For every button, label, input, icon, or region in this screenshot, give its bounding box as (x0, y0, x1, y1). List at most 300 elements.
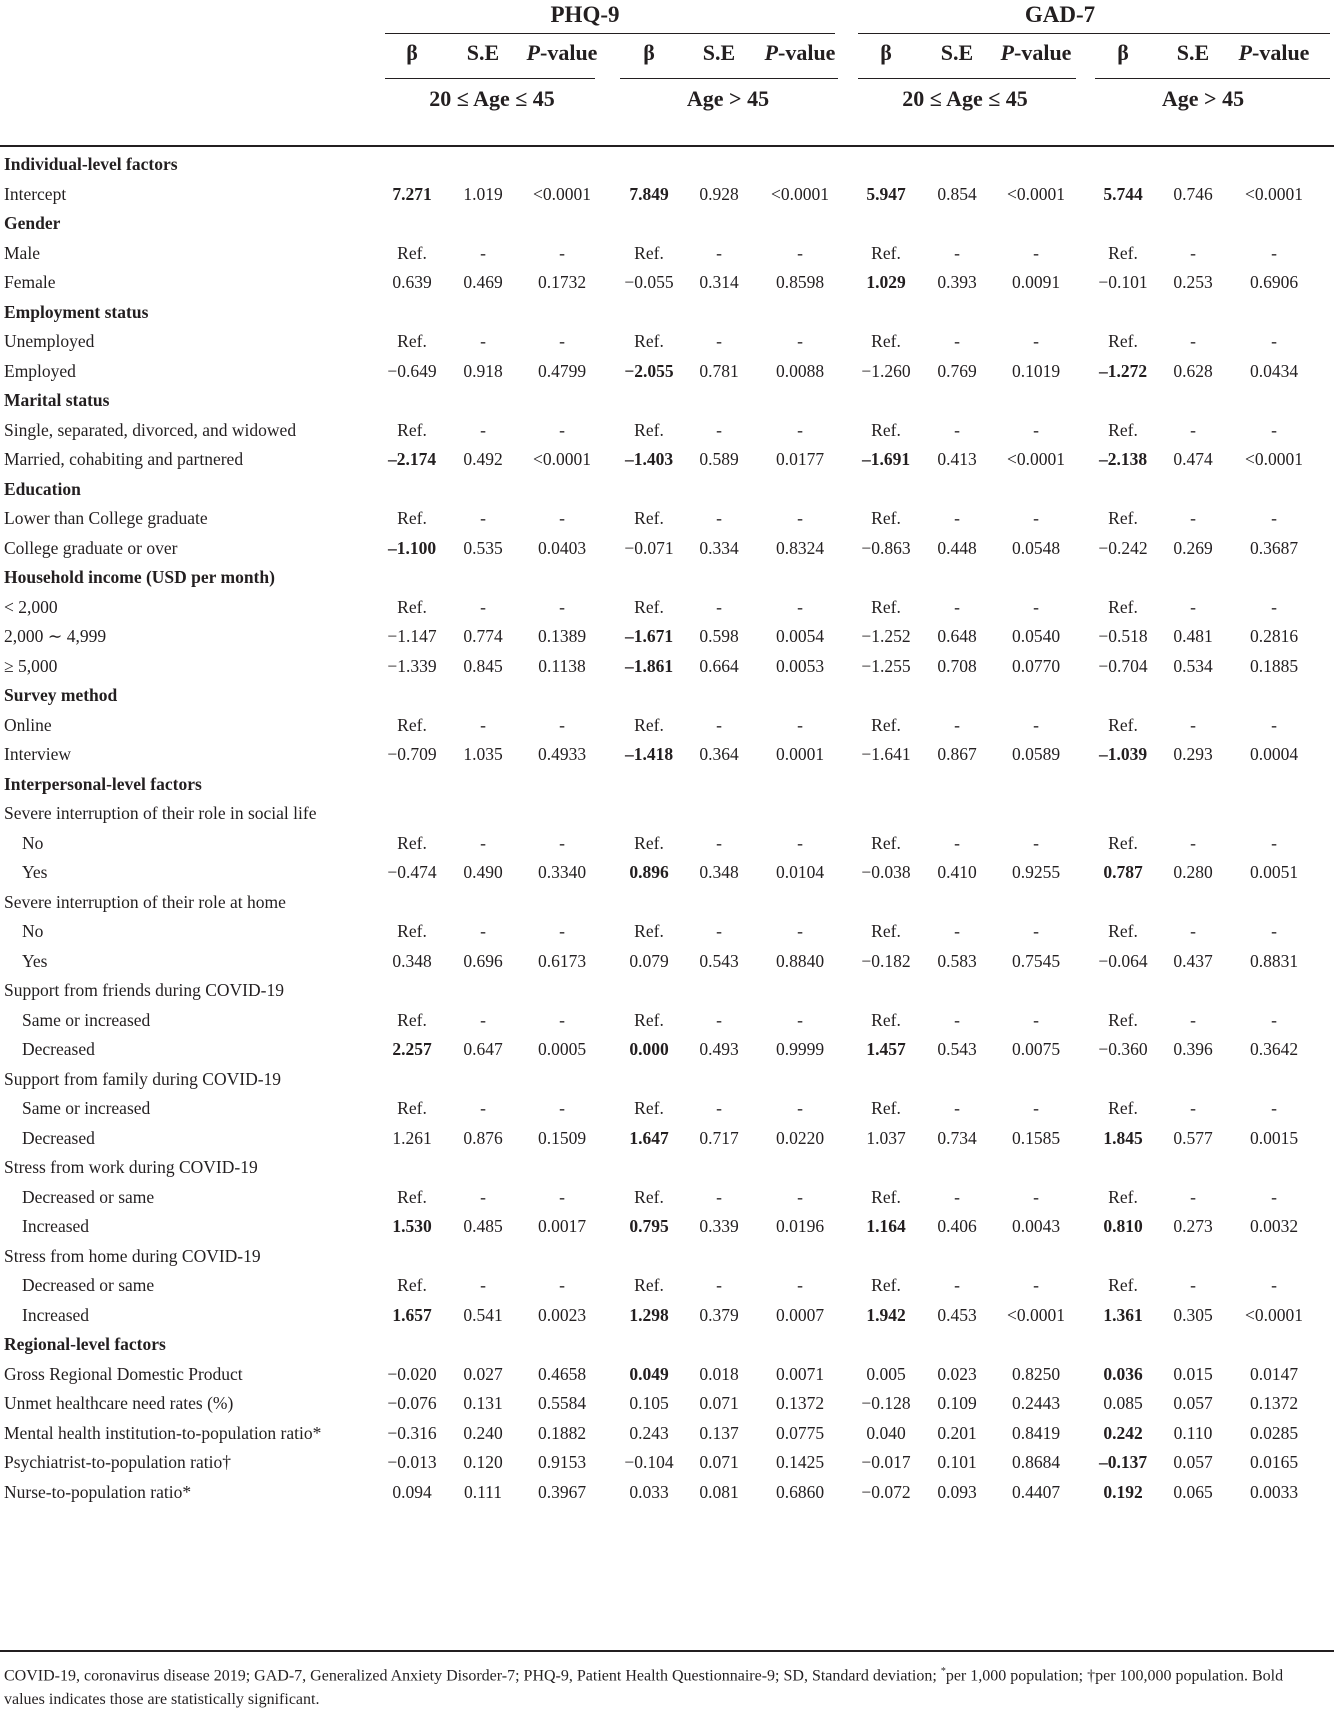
age-range-header: 20 ≤ Age ≤ 45 (429, 86, 555, 111)
table-cell: 0.0147 (1249, 1364, 1299, 1384)
table-row (0, 1477, 1334, 1509)
table-cell: - (1033, 921, 1039, 941)
table-cell: Ref. (634, 1098, 664, 1118)
table-cell: −0.013 (387, 1452, 437, 1472)
table-cell: 0.033 (629, 1482, 669, 1502)
table-cell: 0.4407 (1011, 1482, 1061, 1502)
table-cell: - (797, 921, 803, 941)
table-cell: Ref. (1108, 833, 1138, 853)
table-cell: 0.0403 (537, 538, 587, 558)
age-range-header: Age > 45 (1161, 86, 1245, 111)
table-cell: Ref. (397, 1010, 427, 1030)
table-cell: 0.734 (937, 1128, 977, 1148)
table-cell: 0.3642 (1249, 1039, 1299, 1059)
table-cell: 0.005 (866, 1364, 906, 1384)
table-cell: 0.1372 (1249, 1393, 1299, 1413)
table-cell: −0.072 (861, 1482, 911, 1502)
table-cell: 0.0540 (1011, 626, 1061, 646)
table-cell: 0.0001 (775, 744, 825, 764)
table-row (0, 179, 1334, 211)
table-cell: 0.795 (629, 1216, 669, 1236)
table-cell: 0.9255 (1011, 862, 1061, 882)
table-cell: 0.406 (937, 1216, 977, 1236)
table-row (0, 415, 1334, 447)
table-cell: 0.393 (937, 272, 977, 292)
table-cell: 0.810 (1103, 1216, 1143, 1236)
table-cell: 0.928 (699, 184, 739, 204)
row-label: Severe interruption of their role at home (4, 892, 286, 912)
table-cell: 2.257 (392, 1039, 432, 1059)
beta-header: β (406, 40, 418, 65)
table-cell: Ref. (397, 331, 427, 351)
table-cell: 0.0004 (1249, 744, 1299, 764)
table-cell: 0.0017 (537, 1216, 587, 1236)
table-cell: 0.0023 (537, 1305, 587, 1325)
table-cell: - (716, 243, 722, 263)
row-label: Severe interruption of their role in social life (4, 803, 317, 823)
table-cell: 0.1138 (538, 656, 586, 676)
table-cell: - (480, 1010, 486, 1030)
row-label: 2,000 ∼ 4,999 (4, 626, 107, 646)
table-cell: - (716, 331, 722, 351)
beta-header: β (1117, 40, 1129, 65)
table-cell: - (559, 243, 565, 263)
table-cell: 0.8324 (775, 538, 825, 558)
footnote-text-1: COVID-19, coronavirus disease 2019; GAD-7, Generalized Anxiety Disorder-7; PHQ-9, Patient Health Questionnaire-9; SD, Standard deviation; (4, 1667, 941, 1685)
table-cell: −0.316 (387, 1423, 437, 1443)
table-cell: <0.0001 (1007, 184, 1065, 204)
section-row (0, 385, 1334, 417)
section-row (0, 208, 1334, 240)
table-cell: 0.2816 (1249, 626, 1299, 646)
row-label: Unemployed (4, 331, 95, 351)
table-cell: 0.0196 (775, 1216, 825, 1236)
table-cell: 0.534 (1173, 656, 1213, 676)
table-cell: 1.164 (866, 1216, 906, 1236)
table-cell: 0.023 (937, 1364, 977, 1384)
table-cell: - (480, 1275, 486, 1295)
table-cell: 7.849 (629, 184, 669, 204)
table-row (0, 857, 1334, 889)
table-cell: 0.0054 (775, 626, 825, 646)
table-row (0, 1270, 1334, 1302)
table-cell: 5.947 (866, 184, 906, 204)
row-label: Married, cohabiting and partnered (4, 449, 244, 469)
table-row (0, 1093, 1334, 1125)
row-label: Interview (4, 744, 72, 764)
table-cell: Ref. (397, 508, 427, 528)
table-cell: 0.2443 (1011, 1393, 1061, 1413)
table-cell: 0.339 (699, 1216, 739, 1236)
table-cell: 0.0005 (537, 1039, 587, 1059)
table-cell: - (1190, 1275, 1196, 1295)
table-cell: 0.396 (1173, 1039, 1213, 1059)
table-cell: - (480, 1098, 486, 1118)
table-row (0, 533, 1334, 565)
table-cell: Ref. (397, 1098, 427, 1118)
table-cell: <0.0001 (1007, 449, 1065, 469)
table-cell: 0.0088 (775, 361, 825, 381)
table-cell: 0.243 (629, 1423, 669, 1443)
table-cell: –1.691 (861, 449, 911, 469)
table-cell: 0.057 (1173, 1452, 1213, 1472)
row-label: Yes (22, 951, 48, 971)
table-cell: - (797, 508, 803, 528)
table-cell: −0.128 (861, 1393, 911, 1413)
table-cell: 0.485 (463, 1216, 503, 1236)
table-cell: - (1190, 508, 1196, 528)
table-cell: - (1271, 597, 1277, 617)
table-cell: - (480, 833, 486, 853)
table-cell: Ref. (634, 1010, 664, 1030)
table-cell: 0.696 (463, 951, 503, 971)
table-cell: Ref. (1108, 331, 1138, 351)
subheader-underline (385, 78, 595, 79)
table-cell: Ref. (1108, 1275, 1138, 1295)
row-label: Female (4, 272, 56, 292)
table-cell: 0.4658 (537, 1364, 587, 1384)
table-cell: 0.543 (937, 1039, 977, 1059)
table-cell: 0.8598 (775, 272, 825, 292)
row-label: Lower than College graduate (4, 508, 208, 528)
table-cell: −0.071 (624, 538, 674, 558)
table-cell: Ref. (1108, 1187, 1138, 1207)
table-cell: 1.457 (866, 1039, 906, 1059)
table-cell: - (559, 1275, 565, 1295)
table-cell: 0.8250 (1011, 1364, 1061, 1384)
table-cell: Ref. (397, 1275, 427, 1295)
table-cell: - (797, 1275, 803, 1295)
table-cell: 0.0053 (775, 656, 825, 676)
table-cell: - (797, 243, 803, 263)
table-cell: 0.876 (463, 1128, 503, 1148)
table-cell: 0.9999 (775, 1039, 825, 1059)
table-cell: 0.027 (463, 1364, 503, 1384)
table-cell: - (954, 833, 960, 853)
table-cell: −0.064 (1098, 951, 1148, 971)
table-cell: Ref. (871, 420, 901, 440)
table-cell: 0.9153 (537, 1452, 587, 1472)
table-cell: 0.1425 (775, 1452, 825, 1472)
subheader-underline (858, 78, 1076, 79)
table-cell: - (480, 715, 486, 735)
table-cell: 5.744 (1103, 184, 1143, 204)
subheader-underline (620, 78, 838, 79)
table-cell: −0.474 (387, 862, 437, 882)
row-label: Regional-level factors (4, 1334, 166, 1354)
row-label: Household income (USD per month) (4, 567, 275, 587)
table-cell: −0.017 (861, 1452, 911, 1472)
table-cell: - (1271, 1010, 1277, 1030)
table-cell: 0.8684 (1011, 1452, 1061, 1472)
subgroup-row (0, 975, 1334, 1007)
group-underline-phq9 (385, 33, 835, 34)
table-cell: - (1033, 331, 1039, 351)
row-label: Intercept (4, 184, 67, 204)
table-cell: 0.109 (937, 1393, 977, 1413)
row-label: < 2,000 (4, 597, 58, 617)
table-cell: 0.036 (1103, 1364, 1143, 1384)
row-label: Increased (22, 1216, 90, 1236)
table-cell: 0.1585 (1011, 1128, 1061, 1148)
table-cell: - (954, 921, 960, 941)
table-cell: Ref. (397, 921, 427, 941)
table-cell: –0.137 (1098, 1452, 1148, 1472)
table-cell: 0.192 (1103, 1482, 1143, 1502)
row-label: Decreased or same (22, 1187, 155, 1207)
table-cell: 0.648 (937, 626, 977, 646)
p-italic: P (1238, 40, 1252, 65)
table-cell: - (1271, 243, 1277, 263)
p-value-header (740, 40, 860, 66)
p-suffix: -value (1014, 40, 1072, 65)
row-label: College graduate or over (4, 538, 178, 558)
table-cell: 0.896 (629, 862, 669, 882)
table-cell: - (716, 1275, 722, 1295)
table-cell: 0.413 (937, 449, 977, 469)
row-label: Employed (4, 361, 76, 381)
table-cell: −1.147 (387, 626, 437, 646)
table-cell: Ref. (871, 331, 901, 351)
table-cell: −1.339 (387, 656, 437, 676)
table-cell: - (954, 715, 960, 735)
table-cell: 0.253 (1173, 272, 1213, 292)
subgroup-row (0, 1064, 1334, 1096)
table-cell: Ref. (1108, 420, 1138, 440)
table-cell: - (1033, 243, 1039, 263)
table-cell: - (1190, 597, 1196, 617)
row-label: ≥ 5,000 (4, 656, 58, 676)
table-cell: −1.252 (861, 626, 911, 646)
table-cell: 0.015 (1173, 1364, 1213, 1384)
table-cell: 0.6860 (775, 1482, 825, 1502)
footnote-text-2: per 1,000 population; †per 100,000 population. Bold values indicates those are statistically significant. (4, 1667, 1284, 1709)
table-cell: –1.418 (624, 744, 674, 764)
section-row (0, 297, 1334, 329)
table-cell: 0.647 (463, 1039, 503, 1059)
table-cell: −0.518 (1098, 626, 1148, 646)
table-cell: 0.040 (866, 1423, 906, 1443)
row-label: Education (4, 479, 81, 499)
table-cell: 0.1372 (775, 1393, 825, 1413)
table-cell: - (1033, 833, 1039, 853)
table-row (0, 828, 1334, 860)
table-cell: 1.845 (1103, 1128, 1143, 1148)
table-cell: Ref. (634, 833, 664, 853)
table-cell: Ref. (634, 508, 664, 528)
row-label: Male (4, 243, 40, 263)
table-cell: 0.664 (699, 656, 739, 676)
table-cell: - (480, 508, 486, 528)
table-row (0, 267, 1334, 299)
section-row (0, 149, 1334, 181)
table-cell: - (480, 597, 486, 617)
table-cell: 0.201 (937, 1423, 977, 1443)
table-cell: Ref. (397, 833, 427, 853)
table-cell: −0.709 (387, 744, 437, 764)
table-cell: - (797, 420, 803, 440)
table-cell: –1.100 (387, 538, 437, 558)
table-cell: 0.280 (1173, 862, 1213, 882)
table-cell: 0.845 (463, 656, 503, 676)
table-cell: - (480, 243, 486, 263)
table-cell: 1.530 (392, 1216, 432, 1236)
table-cell: - (1190, 1098, 1196, 1118)
table-cell: 0.273 (1173, 1216, 1213, 1236)
table-cell: Ref. (871, 508, 901, 528)
table-cell: - (797, 1010, 803, 1030)
table-cell: 0.085 (1103, 1393, 1143, 1413)
table-row (0, 1034, 1334, 1066)
table-cell: −0.242 (1098, 538, 1148, 558)
table-cell: - (716, 420, 722, 440)
table-cell: 0.867 (937, 744, 977, 764)
table-cell: - (1271, 1275, 1277, 1295)
row-label: No (22, 921, 44, 941)
table-cell: 0.111 (463, 1482, 503, 1502)
row-label: Survey method (4, 685, 118, 705)
table-row (0, 1388, 1334, 1420)
table-cell: 7.271 (392, 184, 432, 204)
table-cell: 0.1732 (537, 272, 587, 292)
table-cell: 0.535 (463, 538, 503, 558)
table-cell: –2.138 (1098, 449, 1148, 469)
section-row (0, 474, 1334, 506)
table-row (0, 1182, 1334, 1214)
table-cell: - (1190, 1010, 1196, 1030)
table-cell: 0.490 (463, 862, 503, 882)
table-cell: <0.0001 (1245, 1305, 1303, 1325)
row-label: Decreased (22, 1039, 95, 1059)
table-cell: - (1033, 715, 1039, 735)
table-cell: 0.787 (1103, 862, 1143, 882)
table-cell: –1.403 (624, 449, 674, 469)
table-cell: 1.261 (392, 1128, 432, 1148)
table-cell: 1.019 (463, 184, 503, 204)
table-cell: –1.861 (624, 656, 674, 676)
table-cell: 0.110 (1173, 1423, 1213, 1443)
table-cell: - (1033, 420, 1039, 440)
table-cell: - (559, 833, 565, 853)
table-cell: - (716, 921, 722, 941)
row-label: Decreased or same (22, 1275, 155, 1295)
table-cell: 1.647 (629, 1128, 669, 1148)
table-cell: Ref. (871, 715, 901, 735)
row-label: Stress from work during COVID-19 (4, 1157, 258, 1177)
row-label: Unmet healthcare need rates (%) (4, 1393, 234, 1413)
row-label: Increased (22, 1305, 90, 1325)
p-italic: P (526, 40, 540, 65)
table-cell: Ref. (871, 597, 901, 617)
table-cell: 0.0589 (1011, 744, 1061, 764)
row-label: Mental health institution-to-population ratio* (4, 1423, 322, 1443)
table-cell: - (716, 715, 722, 735)
row-label: Same or increased (22, 1098, 151, 1118)
table-cell: 0.769 (937, 361, 977, 381)
table-cell: 0.0177 (775, 449, 825, 469)
table-cell: 1.029 (866, 272, 906, 292)
table-cell: - (559, 715, 565, 735)
table-row (0, 326, 1334, 358)
table-row (0, 1005, 1334, 1037)
table-cell: −0.020 (387, 1364, 437, 1384)
section-row (0, 769, 1334, 801)
table-cell: Ref. (871, 1098, 901, 1118)
table-cell: - (1190, 833, 1196, 853)
table-cell: 0.293 (1173, 744, 1213, 764)
table-cell: 0.0285 (1249, 1423, 1299, 1443)
table-cell: Ref. (871, 833, 901, 853)
p-italic: P (1000, 40, 1014, 65)
table-cell: - (480, 1187, 486, 1207)
section-row (0, 1329, 1334, 1361)
table-cell: 0.120 (463, 1452, 503, 1472)
table-cell: 1.298 (629, 1305, 669, 1325)
table-cell: <0.0001 (1007, 1305, 1065, 1325)
table-footnote (4, 1660, 1326, 1712)
table-cell: 0.018 (699, 1364, 739, 1384)
se-header: S.E (940, 40, 974, 65)
table-cell: 0.0434 (1249, 361, 1299, 381)
table-cell: Ref. (634, 420, 664, 440)
table-cell: 0.8419 (1011, 1423, 1061, 1443)
table-cell: 0.589 (699, 449, 739, 469)
table-cell: 0.093 (937, 1482, 977, 1502)
table-cell: 0.071 (699, 1393, 739, 1413)
table-cell: 0.049 (629, 1364, 669, 1384)
table-cell: 0.0043 (1011, 1216, 1061, 1236)
table-cell: 0.314 (699, 272, 739, 292)
row-label: Support from family during COVID-19 (4, 1069, 282, 1089)
row-label: Nurse-to-population ratio* (4, 1482, 192, 1502)
table-cell: - (1033, 1275, 1039, 1295)
table-cell: - (954, 243, 960, 263)
table-cell: −0.104 (624, 1452, 674, 1472)
table-cell: - (716, 508, 722, 528)
table-cell: –1.039 (1098, 744, 1148, 764)
table-cell: 0.577 (1173, 1128, 1213, 1148)
table-cell: 0.348 (392, 951, 432, 971)
table-cell: - (716, 1098, 722, 1118)
table-cell: 0.0104 (775, 862, 825, 882)
table-cell: Ref. (634, 597, 664, 617)
p-suffix: -value (540, 40, 598, 65)
table-cell: - (797, 833, 803, 853)
table-cell: 0.1389 (537, 626, 587, 646)
table-cell: - (1271, 715, 1277, 735)
table-cell: - (797, 1098, 803, 1118)
table-cell: Ref. (397, 1187, 427, 1207)
table-cell: 1.037 (866, 1128, 906, 1148)
table-cell: 0.348 (699, 862, 739, 882)
table-cell: 0.131 (463, 1393, 503, 1413)
table-cell: 0.6906 (1249, 272, 1299, 292)
subgroup-row (0, 1241, 1334, 1273)
table-cell: 0.448 (937, 538, 977, 558)
table-cell: 0.4799 (537, 361, 587, 381)
table-row (0, 739, 1334, 771)
beta-header: β (643, 40, 655, 65)
table-cell: 1.942 (866, 1305, 906, 1325)
table-bottom-rule (0, 1650, 1334, 1652)
table-cell: - (559, 1010, 565, 1030)
table-cell: Ref. (397, 420, 427, 440)
section-row (0, 680, 1334, 712)
table-cell: 0.137 (699, 1423, 739, 1443)
table-cell: 0.0165 (1249, 1452, 1299, 1472)
table-cell: - (559, 508, 565, 528)
table-cell: <0.0001 (771, 184, 829, 204)
